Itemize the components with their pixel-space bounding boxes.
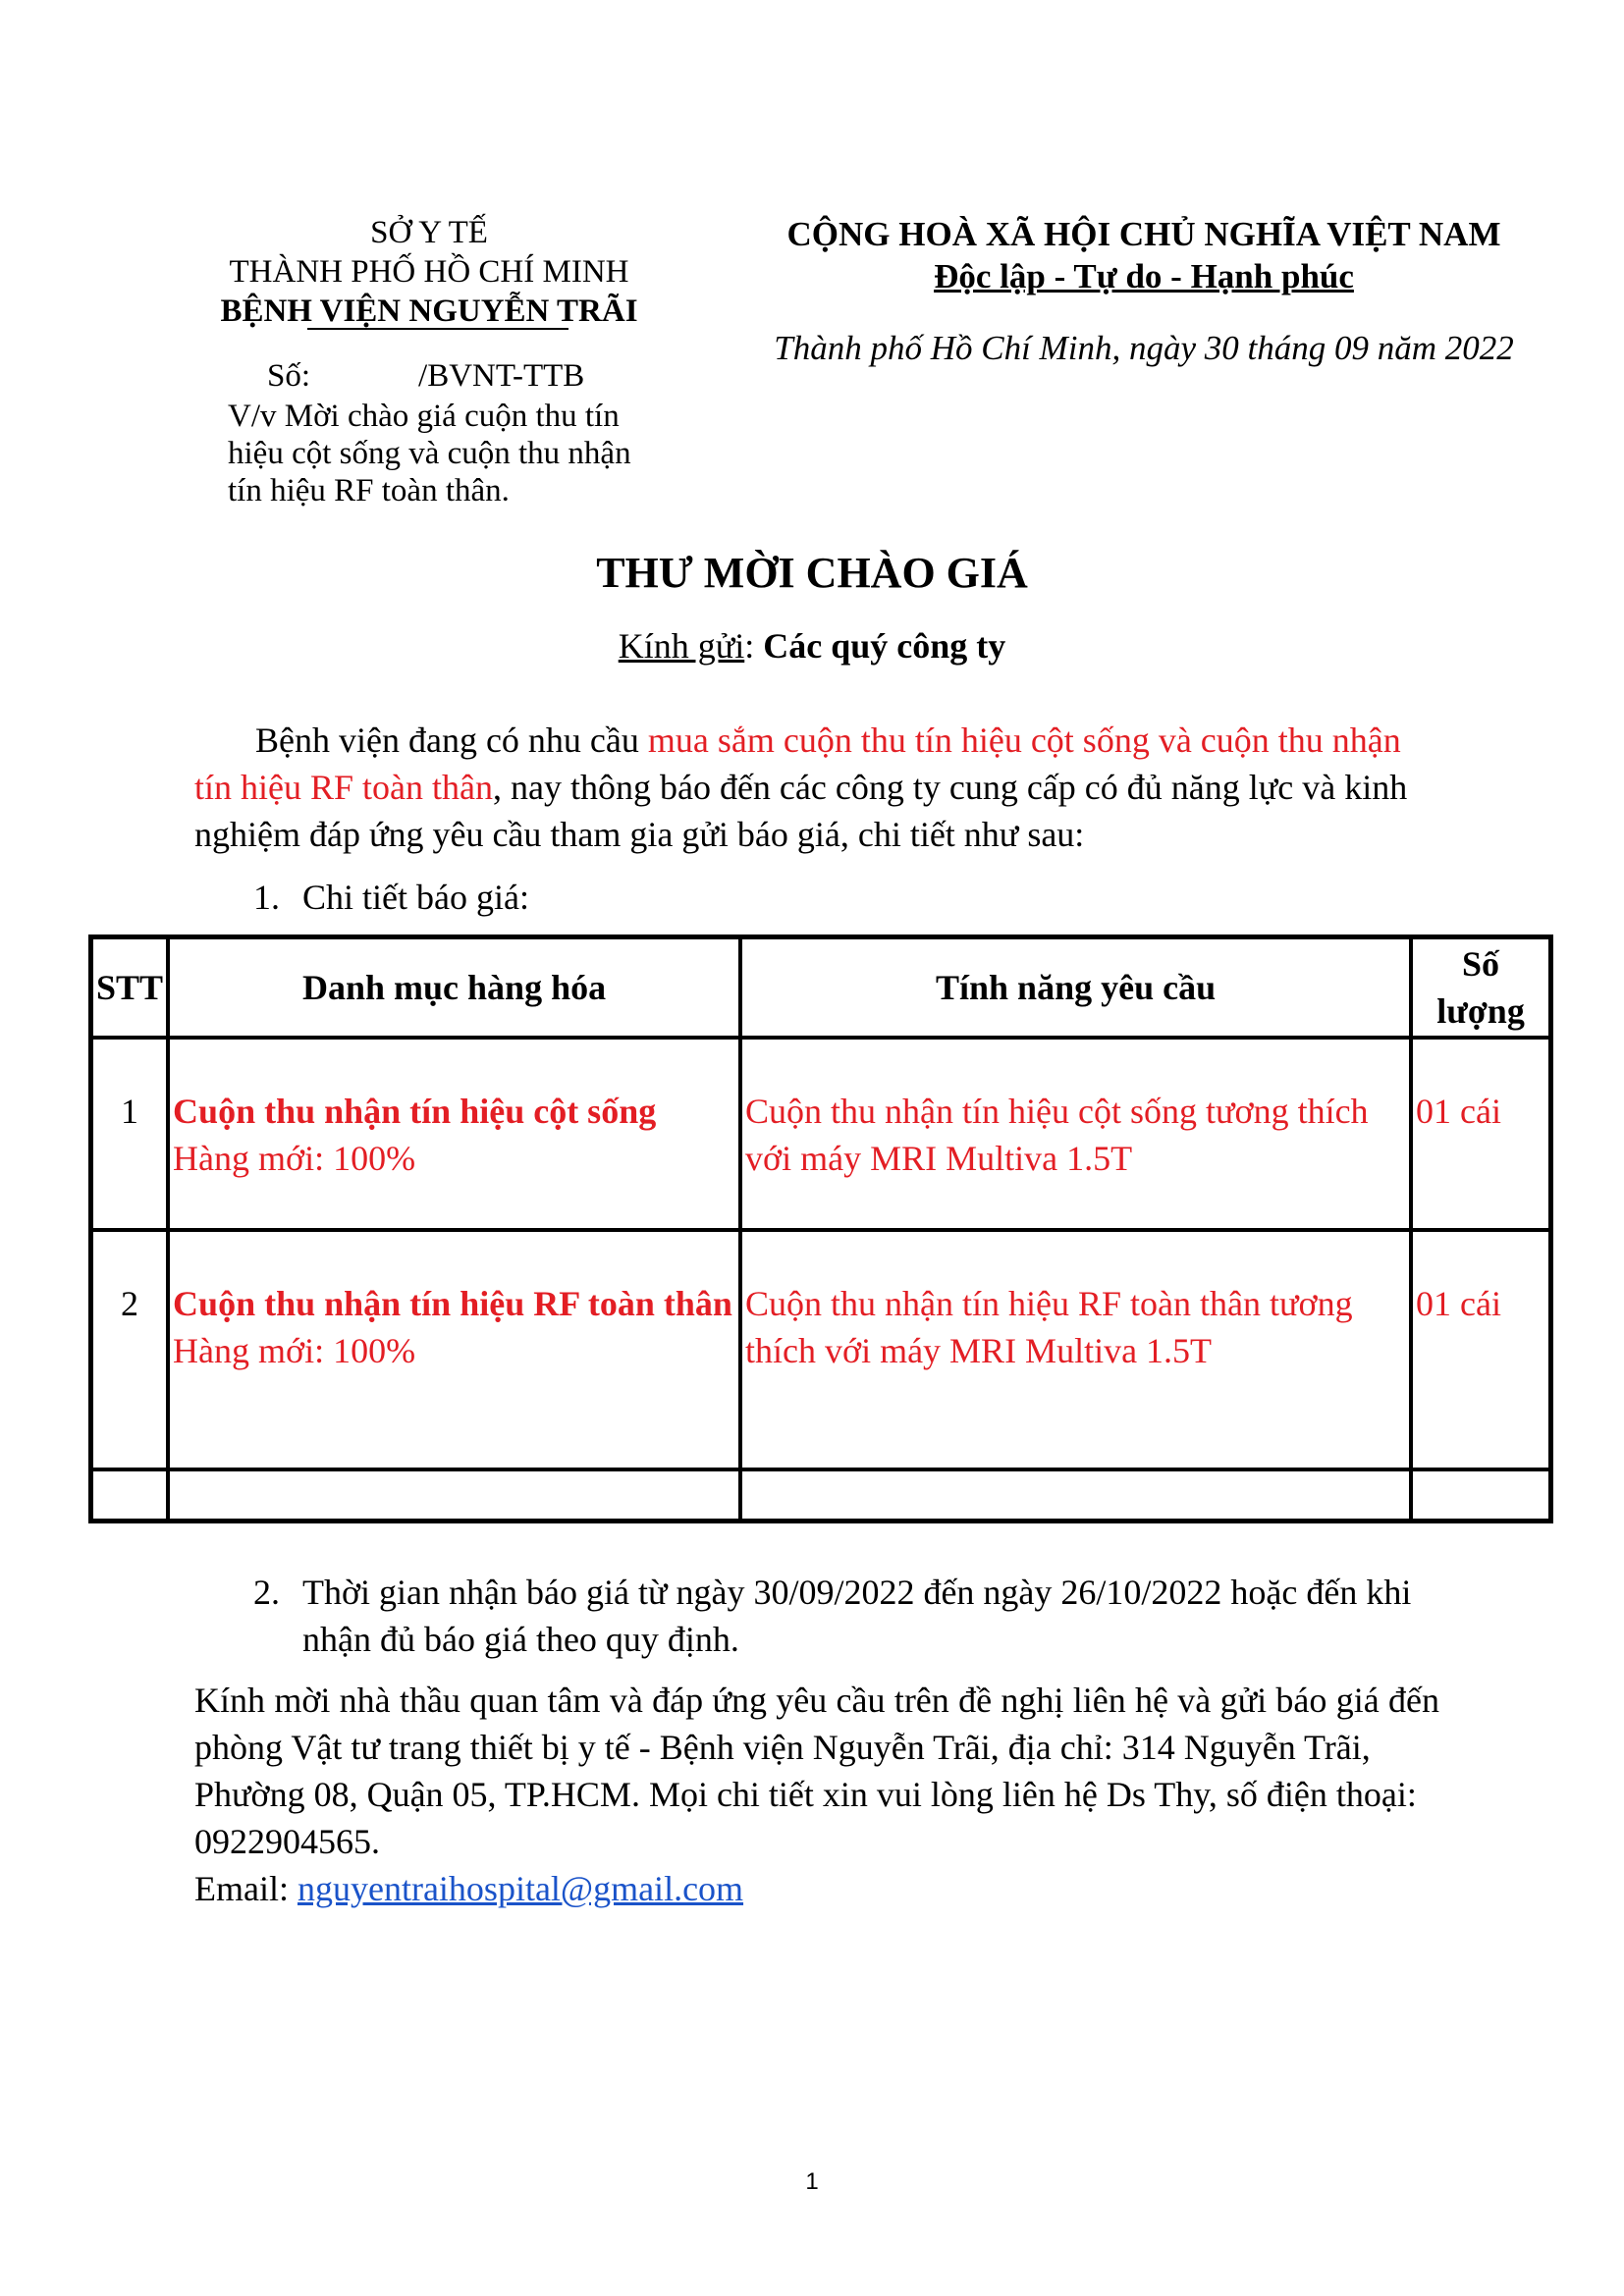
row-feature: Cuộn thu nhận tín hiệu cột sống tương thích với máy MRI Multiva 1.5T <box>740 1038 1411 1230</box>
country-name: CỘNG HOÀ XÃ HỘI CHỦ NGHĨA VIỆT NAM <box>786 215 1501 253</box>
header-quantity: Số lượng <box>1411 937 1550 1038</box>
header-feature: Tính năng yêu cầu <box>740 937 1411 1038</box>
table-row-empty <box>91 1469 1550 1521</box>
recipient-value: Các quý công ty <box>763 626 1006 666</box>
table-row <box>91 1230 1550 1469</box>
document-number: Số: /BVNT-TTB <box>267 358 585 394</box>
row-item: Cuộn thu nhận tín hiệu RF toàn thân Hàng mới: 100% <box>168 1230 740 1469</box>
issuer-department: SỞ Y TẾ <box>370 215 488 250</box>
national-motto: Độc lập - Tự do - Hạnh phúc <box>934 257 1354 295</box>
row-feature: Cuộn thu nhận tín hiệu RF toàn thân tương thích với máy MRI Multiva 1.5T <box>740 1230 1411 1469</box>
document-title: THƯ MỜI CHÀO GIÁ <box>596 549 1028 597</box>
row-stt: 2 <box>91 1230 168 1469</box>
closing-line-2: Phường 08, Quận 05, TP.HCM. Mọi chi tiết xin vui lòng liên hệ Ds Thy, số điện thoại: 0922904565. <box>194 1775 1417 1861</box>
recipient-label: Kính gửi <box>618 626 745 666</box>
quotation-table <box>88 934 1553 1523</box>
row-quantity: 01 cái <box>1411 1038 1550 1230</box>
row-item: Cuộn thu nhận tín hiệu cột sống Hàng mới: 100% <box>168 1038 740 1230</box>
table-header-row <box>91 937 1550 1038</box>
issuer-city: THÀNH PHỐ HỒ CHÍ MINH <box>229 254 629 290</box>
issuer-block <box>185 213 674 331</box>
page-number: 1 <box>805 2168 819 2195</box>
header-item: Danh mục hàng hóa <box>168 937 740 1038</box>
intro-highlight: mua sắm cuộn thu tín hiệu cột sống và cuộn thu nhận tín hiệu RF toàn thân <box>194 721 1401 807</box>
header-stt: STT <box>91 937 168 1038</box>
place-date: Thành phố Hồ Chí Minh, ngày 30 tháng 09 năm 2022 <box>774 329 1514 367</box>
national-header <box>722 213 1566 370</box>
recipient-line: Kính gửi: Các quý công ty <box>618 626 1006 666</box>
document-subject: V/v Mời chào giá cuộn thu tín hiệu cột sống và cuộn thu nhận tín hiệu RF toàn thân. <box>228 399 631 508</box>
closing-paragraph <box>194 1677 1439 1912</box>
intro-paragraph: Bệnh viện đang có nhu cầu mua sắm cuộn thu tín hiệu cột sống và cuộn thu nhận tín hiệu RF toàn thân, nay thông báo đến các công ty cung cấp có đủ năng lực và kinh nghiệm đáp ứng yêu cầu tham gia gửi báo giá, chi tiết như sau: <box>194 721 1408 854</box>
row-stt: 1 <box>91 1038 168 1230</box>
email-line: Email: nguyentraihospital@gmail.com <box>194 1869 744 1908</box>
email-link[interactable]: nguyentraihospital@gmail.com <box>297 1869 744 1908</box>
table-row <box>91 1038 1550 1230</box>
list-item: 2. Thời gian nhận báo giá từ ngày 30/09/2022 đến ngày 26/10/2022 hoặc đến khi nhận đủ báo giá theo quy định. <box>253 1573 1412 1659</box>
list-item: 1. Chi tiết báo giá: <box>253 878 529 917</box>
row-quantity: 01 cái <box>1411 1230 1550 1469</box>
issuer-hospital: BỆNH VIỆN NGUYỄN TRÃI <box>220 294 638 329</box>
issuer-divider <box>307 328 568 330</box>
closing-line-1: Kính mời nhà thầu quan tâm và đáp ứng yêu cầu trên đề nghị liên hệ và gửi báo giá đến phòng Vật tư trang thiết bị y tế - Bệnh viện Nguyễn Trãi, địa chỉ: 314 Nguyễn Trãi, <box>194 1681 1439 1767</box>
